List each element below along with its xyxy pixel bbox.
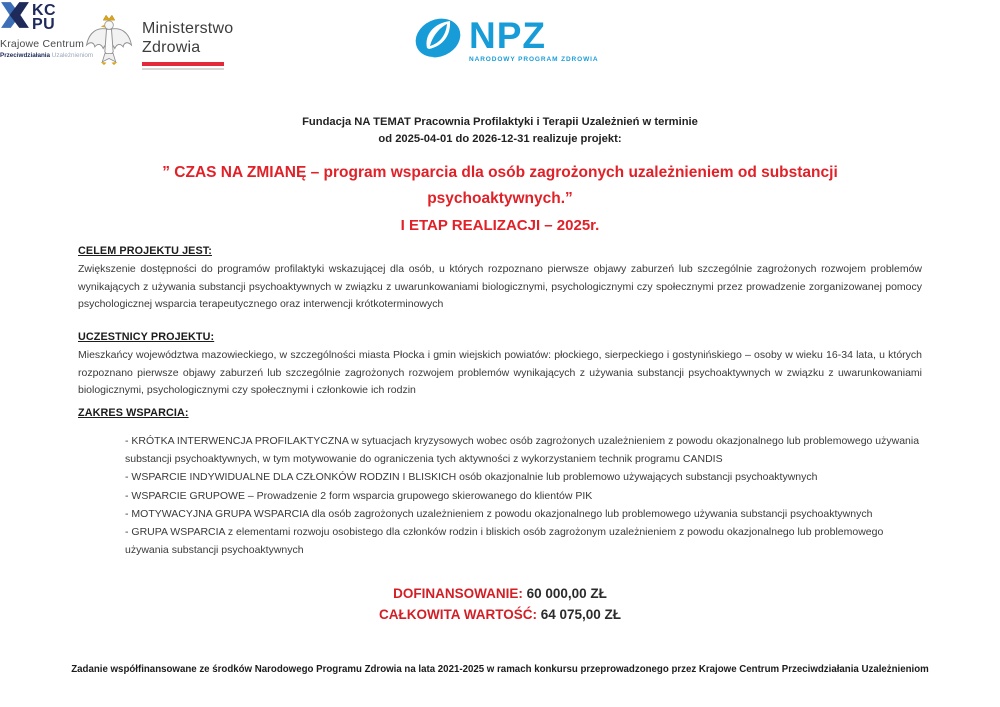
polish-eagle-icon (84, 13, 134, 74)
cofinancing-label: DOFINANSOWANIE: (393, 586, 523, 601)
cofinancing-line (0, 583, 1000, 604)
ministry-name-line2: Zdrowia (142, 39, 201, 56)
project-stage: I ETAP REALIZACJI – 2025r. (400, 217, 600, 234)
total-value: 64 075,00 ZŁ (536, 607, 622, 622)
intro-statement (0, 114, 1000, 148)
kcpu-x-icon (0, 0, 30, 35)
npz-logo (413, 13, 598, 68)
kcpu-acronym (32, 4, 56, 31)
kcpu-logo (0, 0, 92, 59)
kcpu-subtitle-light: Uzależnieniom (51, 52, 94, 59)
participants-heading: UCZESTNICY PROJEKTU: (78, 331, 215, 343)
support-item: - GRUPA WSPARCIA z elementami rozwoju osobistego dla członków rodzin i bliskich osób zagrożonym uzależnieniem z powodu okazjonalnego lub problemowego używania substancji psychoaktywnych (125, 526, 884, 557)
support-section (78, 407, 922, 559)
npz-subtitle: NARODOWY PROGRAM ZDROWIA (469, 55, 599, 63)
ministry-of-health-logo (84, 13, 233, 74)
project-title: ” CZAS NA ZMIANĘ – program wsparcia dla osób zagrożonych uzależnieniem od substancji psychoaktywnych.” (162, 164, 838, 207)
kcpu-acronym-kc: KC (32, 2, 57, 19)
support-items-list (125, 432, 923, 559)
goal-heading: CELEM PROJEKTU JEST: (78, 245, 212, 257)
support-heading: ZAKRES WSPARCIA: (78, 407, 189, 419)
support-item: - KRÓTKA INTERWENCJA PROFILAKTYCZNA w sytuacjach kryzysowych wobec osób zagrożonych uzależnieniem z powodu okazjonalnego lub problemowego używania substancji psychoaktywnych, w tym motywowanie do ograniczenia tych aktywności z wykorzystaniem technik programu CANDIS (125, 435, 920, 466)
kcpu-subtitle (0, 52, 92, 59)
goal-body: Zwiększenie dostępności do programów profilaktyki wskazującej dla osób, u których rozpoznano pierwsze objawy zaburzeń lub szczególnie zagrożonych rozwojem problemów wynikających z używania substancji psychoaktywnych w związku z uwarunkowaniami biologicznymi, psychologicznymi czy społecznymi przez prowadzenie zorganizowanej pomocy psychologicznej wsparcia terapeutycznego oraz interwencji krótkoterminowych (78, 263, 922, 311)
support-item: - MOTYWACYJNA GRUPA WSPARCIA dla osób zagrożonych uzależnieniem z powodu okazjonalnego lub problemowego używania substancji psychoaktywnych (125, 507, 873, 520)
participants-body: Mieszkańcy województwa mazowieckiego, w szczególności miasta Płocka i gmin wiejskich powiatów: płockiego, sierpeckiego i gostynińskiego – osoby w wieku 16-34 lata, u których rozpoznano pierwsze objawy zaburzeń lub szczególnie zagrożonych rozwojem problemów wynikających z używania substancji psychoaktywnych w związku z uwarunkowaniami biologicznymi, psychologicznymi czy społecznymi i członkowie ich rodzin (78, 349, 922, 397)
support-item: - WSPARCIE INDYWIDUALNE DLA CZŁONKÓW RODZIN I BLISKICH osób okazjonalnie lub problemowo używających substancji psychoaktywnych (125, 471, 818, 484)
kcpu-subtitle-bold: Przeciwdziałania (0, 52, 51, 59)
npz-acronym: NPZ (469, 14, 546, 56)
participants-section (78, 331, 922, 400)
intro-line1: Fundacja NA TEMAT Pracownia Profilaktyki i Terapii Uzależnień w terminie (302, 116, 698, 128)
ministry-name-line1: Ministerstwo (142, 20, 234, 37)
kcpu-acronym-pu: PU (32, 15, 56, 33)
funding-block (0, 583, 1000, 625)
npz-logo-text (469, 14, 599, 63)
support-item: - WSPARCIE GRUPOWE – Prowadzenie 2 form wsparcia grupowego skierowanego do klientów PIK (125, 489, 593, 502)
npz-leaf-icon (413, 13, 463, 68)
goal-section (78, 245, 922, 314)
intro-line2: od 2025-04-01 do 2026-12-31 realizuje projekt: (378, 133, 622, 145)
kcpu-title: Krajowe Centrum (0, 38, 85, 50)
red-white-flag-bar (142, 62, 224, 70)
cofinancing-footer-note: Zadanie współfinansowane ze środków Narodowego Programu Zdrowia na lata 2021-2025 w ramach konkursu przeprowadzonego przez Krajowe Centrum Przeciwdziałania Uzależnieniom (71, 664, 929, 675)
ministry-logo-text (142, 13, 233, 70)
total-value-line (0, 604, 1000, 625)
total-label: CAŁKOWITA WARTOŚĆ: (378, 607, 537, 622)
cofinancing-value: 60 000,00 ZŁ (522, 586, 607, 601)
